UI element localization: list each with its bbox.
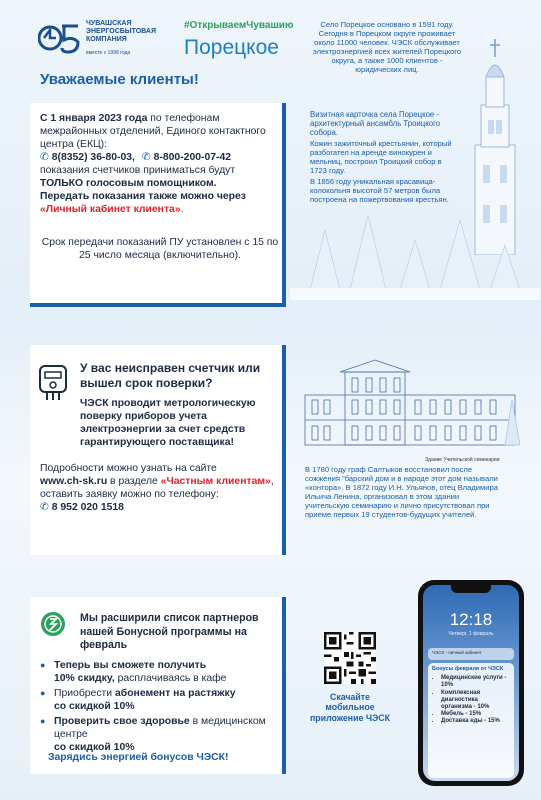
electric-meter-icon [38, 364, 68, 402]
seminary-building-illustration [300, 350, 525, 450]
phone-number-2[interactable]: 8-800-200-07-42 [153, 152, 232, 163]
readings-text: С 1 января 2023 года по телефонам межрайонных отделений, Единого контактного центра (ЕКЦ): ✆ 8(8352) 36-80-03, ✆ 8-800-200-07-42 показания счетчиков приниматься будут ТОЛЬКО голосовым помощником. Передать показания также можно через «Личный кабинет клиента». [40, 112, 280, 216]
request-phone[interactable]: 8 952 020 1518 [51, 502, 124, 513]
readings-term: Срок передачи показаний ПУ установлен с 15 по 25 число месяца (включительно). [41, 237, 279, 261]
winter-trees-decoration [290, 190, 540, 300]
phone-clock: 12:18 [449, 610, 493, 629]
company-since: вместе с 1998 года [86, 50, 131, 56]
phone-number-1[interactable]: 8(8352) 36-80-03, [51, 152, 135, 163]
list-item: ● Теперь вы сможете получить 10% скидку, расплачиваясь в кафе [40, 659, 280, 685]
phone-icon: ✆ [40, 152, 49, 163]
building-caption: Здание Учительской семинарии [425, 457, 500, 463]
list-item: • Медицинские услуги - 10% [441, 675, 510, 689]
phone-icon: ✆ [141, 152, 151, 163]
building-history: В 1780 году граф Салтыков восстановил после сожжения "барский дом и в народе этот дом называли «контора». В 1872 году И.Н. Ульянов, отец Владимира Ильича Ленина, организовал в этом здании учительскую семинарию и лично присутствовал при приеме первых 19 студентов-будущих учителей. [305, 465, 498, 519]
church-caption: Визитная карточка села Порецкое - архитектурный ансамбль Троицкого собора. Кожин зажиточный крестьянин, который разбогател на аренде винокурен и мельниц, построил Троицкий собор в 1723 году. В 1856 году уникальная красавица-колокольня высотой 57 метров была построена на пожертвования крестьян. [310, 110, 452, 204]
qr-code[interactable] [324, 632, 376, 684]
phone-date: Четверг, 1 февраль [448, 631, 494, 637]
notification-bonuses: Бонусы февраля от ЧЭСК • Медицинские услуги - 10% • Комплексная диагностика организма - 10% • Мебель - 15% • Доставка еды - 15% [428, 663, 514, 778]
list-item: ● Проверить свое здоровье в медицинском центре со скидкой 10% [40, 715, 280, 754]
bonus-list [40, 659, 280, 756]
bonus-program-icon [40, 611, 66, 637]
voice-assistant-note: ТОЛЬКО голосовым помощником. [40, 178, 217, 189]
app-download-caption: Скачайте мобильное приложение ЧЭСК [309, 692, 391, 723]
village-intro: Село Порецкое основано в 1591 году. Сегодня в Порецком округе проживает около 11000 человек. ЧЭСК обслуживает электроэнергией всех жителей Порецкого округа, а также 1000 клиентов - юридических лиц. [312, 20, 462, 74]
village-title: Порецкое [184, 36, 279, 59]
phone-notch [451, 585, 491, 593]
phone-numbers [40, 151, 280, 164]
phone-icon: ✆ [40, 502, 49, 513]
meter-body: ЧЭСК проводит метрологическую поверку приборов учета электроэнергии за счет средств гарантирующего поставщика! [80, 398, 256, 448]
chesk-logo-icon [38, 18, 82, 58]
readings-date: С 1 января 2023 года [40, 113, 148, 124]
hashtag: #ОткрываемЧувашию [184, 20, 294, 31]
meter-more: Подробности можно узнать на сайте www.ch-sk.ru в разделе «Частным клиентам», оставить заявку можно по телефону: ✆ 8 952 020 1518 [40, 463, 274, 513]
list-item: • Комплексная диагностика организма - 10% [441, 690, 510, 712]
private-clients-link[interactable]: «Частным клиентам» [160, 476, 271, 487]
bonus-heading: Мы расширили список партнеров нашей Бонусной программы на февраль [80, 612, 259, 651]
meter-heading: У вас неисправен счетчик или вышел срок поверки? [80, 361, 261, 390]
personal-cabinet-link[interactable]: «Личный кабинет клиента» [40, 204, 181, 215]
list-item: • Мебель - 15% [441, 711, 510, 718]
list-item: • Доставка еды - 15% [441, 718, 510, 725]
list-item: ● Приобрести абонемент на растяжку со скидкой 10% [40, 687, 280, 713]
company-name: ЧУВАШСКАЯ ЭНЕРГОСБЫТОВАЯ КОМПАНИЯ [86, 20, 156, 44]
greeting-heading: Уважаемые клиенты! [40, 71, 199, 88]
notification-small: ЧЭСК - личный кабинет [428, 648, 514, 660]
website-link[interactable]: www.ch-sk.ru [40, 476, 108, 487]
bonus-slogan: Зарядись энергией бонусов ЧЭСК! [48, 752, 229, 763]
